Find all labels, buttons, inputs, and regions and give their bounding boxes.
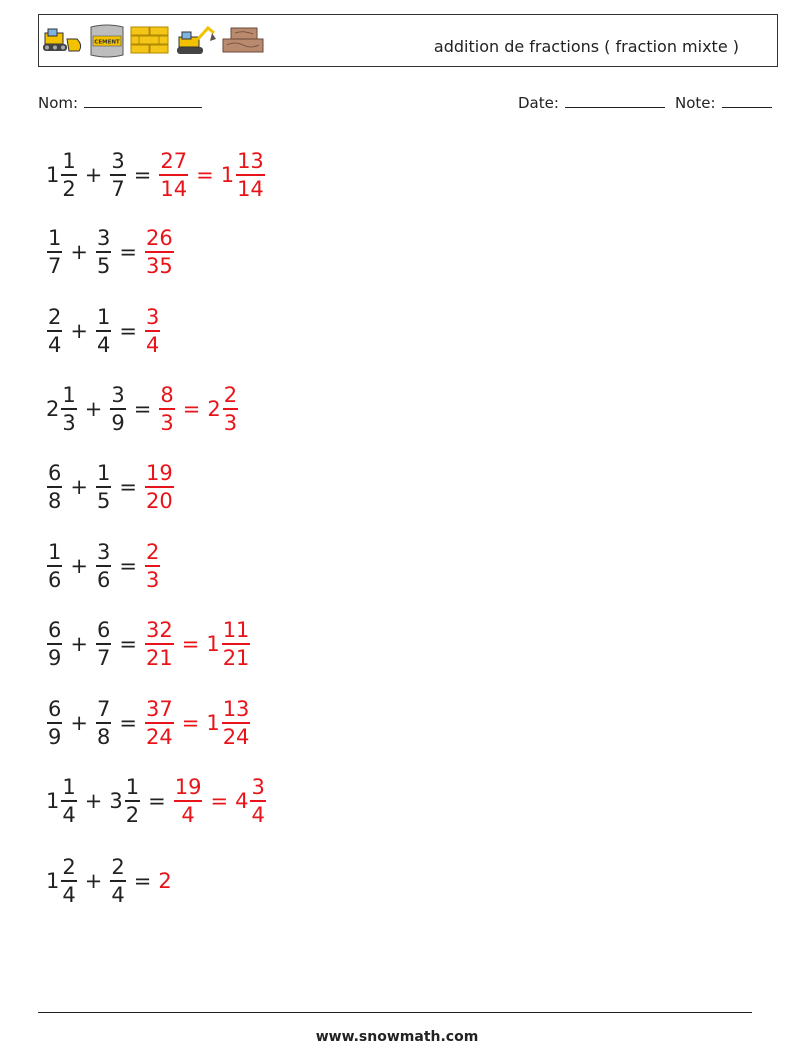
answer-denominator: 3 [160,410,174,435]
plus-sign: + [70,475,88,499]
addend-a-numerator: 1 [48,226,62,251]
answer-numerator: 3 [145,305,160,330]
addend-a-numerator: 2 [62,855,76,880]
addend-b-denominator: 7 [111,176,125,201]
addend-a-whole: 2 [46,397,60,421]
addend-a-denominator: 4 [62,802,76,827]
addend-b-fraction [96,460,111,514]
answer-mixed-numerator: 2 [223,383,238,408]
answer-mixed-fraction [222,617,251,671]
problem-row [46,692,251,754]
plus-sign: + [84,163,103,187]
addend-a-fraction [47,696,62,750]
plus-sign: + [70,319,88,343]
score-label: Note: [675,94,716,112]
worksheet-header [38,14,778,67]
addend-a-denominator: 8 [48,488,62,513]
problem-row [46,456,175,518]
answer-denominator: 4 [145,332,160,357]
equals-sign: = [119,475,137,499]
answer-denominator: 24 [145,724,173,749]
addend-a-numerator: 2 [48,305,62,330]
answer-fraction [145,460,174,514]
addend-a-denominator: 6 [48,567,62,592]
answer-mixed-fraction [223,382,238,436]
addend-b-fraction [96,539,111,593]
footer-website: www.snowmath.com [315,1029,479,1045]
addend-a-numerator: 1 [62,149,76,174]
problem-row [46,378,239,440]
addend-a-numerator: 1 [62,383,76,408]
addend-a-numerator: 6 [48,697,62,722]
answer-mixed-denominator: 14 [237,176,264,201]
addend-b-denominator: 4 [96,332,111,357]
answer-equals-sign: = [181,711,200,735]
plus-sign: + [70,554,88,578]
plus-sign: + [84,869,103,893]
addend-b-denominator: 4 [111,882,125,907]
addend-b-fraction [96,696,111,750]
answer-mixed-numerator: 3 [251,775,265,800]
answer-mixed-whole: 4 [235,789,249,813]
addend-b-numerator: 1 [96,305,111,330]
answer [144,617,251,671]
addend-b-whole: 3 [109,789,123,813]
addend-b-fraction [96,304,111,358]
plus-sign: + [70,711,88,735]
addend-a-numerator: 6 [48,461,62,486]
cement-bag-icon [88,23,126,59]
answer-denominator: 3 [145,567,160,592]
answer [158,869,171,893]
bulldozer-icon [41,23,85,59]
addend-b-numerator: 7 [96,697,111,722]
addend-a-fraction [47,225,62,279]
equals-sign: = [133,397,152,421]
answer-numerator: 37 [145,697,173,722]
addend-b-denominator: 8 [96,724,111,749]
name-blank[interactable] [84,93,202,108]
date-label: Date: [518,94,559,112]
answer-mixed-denominator: 21 [222,645,250,670]
addend-b-numerator: 6 [96,618,111,643]
equals-sign: = [119,554,137,578]
date-field [518,93,665,112]
answer [144,696,251,750]
answer [173,774,267,828]
equals-sign: = [119,711,137,735]
addend-b-denominator: 6 [96,567,111,592]
answer-mixed-whole: 2 [207,397,221,421]
addend-b-fraction [110,854,125,908]
answer-denominator: 20 [145,488,173,513]
answer-mixed-numerator: 11 [222,618,250,643]
cement-bag-label: CEMENT [94,39,120,46]
addend-a-denominator: 7 [48,253,62,278]
addend-b-denominator: 7 [96,645,111,670]
answer-fraction [145,225,174,279]
problem-row [46,770,267,832]
answer-mixed-whole: 1 [206,711,220,735]
addend-a-denominator: 9 [48,645,62,670]
answer-mixed-denominator: 3 [223,410,238,435]
answer [144,304,161,358]
addend-b-numerator: 3 [111,149,125,174]
problem-row [46,850,172,912]
addend-b-denominator: 5 [96,253,111,278]
addend-b-numerator: 1 [125,775,140,800]
date-blank[interactable] [565,93,665,108]
addend-b-fraction [125,774,140,828]
name-field [38,93,202,112]
answer-numerator: 19 [145,461,173,486]
score-field [675,93,772,112]
equals-sign: = [133,163,152,187]
score-blank[interactable] [722,93,772,108]
answer-fraction [145,539,160,593]
addend-a-whole: 1 [46,789,60,813]
addend-a-fraction [61,382,76,436]
answer [158,382,239,436]
problem-row [46,613,251,675]
problem-row [46,300,161,362]
addend-b-fraction [96,617,111,671]
answer-fraction [145,304,160,358]
answer-denominator: 14 [160,176,188,201]
addend-b-fraction [96,225,111,279]
answer-equals-sign: = [181,632,200,656]
addend-a-fraction [47,460,62,514]
answer [144,539,161,593]
answer-equals-sign: = [196,163,214,187]
answer-numerator: 2 [145,540,160,565]
answer [144,460,175,514]
worksheet-title: addition de fractions ( fraction mixte ) [433,37,739,56]
problem-row [46,221,175,283]
answer-fraction [159,148,188,202]
answer-mixed-fraction [236,148,265,202]
answer-fraction [145,696,174,750]
equals-sign: = [119,319,137,343]
wood-planks-icon [221,23,265,59]
answer-fraction [174,774,203,828]
answer-numerator: 8 [160,383,174,408]
plus-sign: + [70,240,88,264]
answer-mixed-denominator: 24 [222,724,250,749]
problem-row [46,535,161,597]
bricks-icon [129,23,171,59]
addend-b-numerator: 3 [96,226,111,251]
addend-a-denominator: 4 [48,332,62,357]
addend-b-numerator: 3 [111,383,125,408]
addend-a-numerator: 1 [48,540,62,565]
addend-a-whole: 1 [46,163,60,187]
answer-numerator: 19 [174,775,202,800]
equals-sign: = [133,869,152,893]
answer-mixed-fraction [222,696,251,750]
header-icons [41,23,265,59]
plus-sign: + [70,632,88,656]
addend-a-fraction [47,304,62,358]
answer-mixed-denominator: 4 [251,802,265,827]
answer-numerator: 27 [160,149,188,174]
addend-b-numerator: 1 [96,461,111,486]
answer-denominator: 4 [181,802,195,827]
addend-b-numerator: 2 [111,855,125,880]
answer-equals-sign: = [182,397,201,421]
answer-equals-sign: = [210,789,229,813]
addend-b-denominator: 9 [111,410,125,435]
addend-b-numerator: 3 [96,540,111,565]
addend-a-fraction [61,854,76,908]
addend-a-denominator: 4 [62,882,76,907]
addend-a-fraction [61,148,76,202]
equals-sign: = [119,240,137,264]
answer-mixed-whole: 1 [220,163,235,187]
problem-row [46,144,266,206]
equals-sign: = [148,789,166,813]
answer-fraction [145,617,174,671]
answer-numerator: 32 [145,618,173,643]
addend-a-fraction [47,539,62,593]
addend-a-denominator: 2 [62,176,76,201]
addend-a-denominator: 3 [62,410,76,435]
addend-b-denominator: 5 [96,488,111,513]
answer-mixed-fraction [250,774,265,828]
answer-fraction [159,382,174,436]
answer-denominator: 21 [145,645,173,670]
addend-b-fraction [110,382,125,436]
excavator-icon [174,23,218,59]
answer-numerator: 26 [145,226,173,251]
addend-a-fraction [61,774,76,828]
addend-a-whole: 1 [46,869,60,893]
answer [144,225,175,279]
answer-denominator: 35 [145,253,173,278]
plus-sign: + [84,789,103,813]
footer-divider [38,1012,752,1013]
answer-mixed-numerator: 13 [222,697,250,722]
addend-b-denominator: 2 [125,802,140,827]
addend-a-numerator: 1 [62,775,76,800]
answer-mixed-whole: 1 [206,632,220,656]
addend-a-denominator: 9 [48,724,62,749]
addend-a-numerator: 6 [48,618,62,643]
equals-sign: = [119,632,137,656]
name-label: Nom: [38,94,79,112]
plus-sign: + [84,397,103,421]
addend-b-fraction [110,148,125,202]
answer-mixed-numerator: 13 [237,149,264,174]
answer [158,148,265,202]
addend-a-fraction [47,617,62,671]
answer-whole: 2 [158,869,172,893]
